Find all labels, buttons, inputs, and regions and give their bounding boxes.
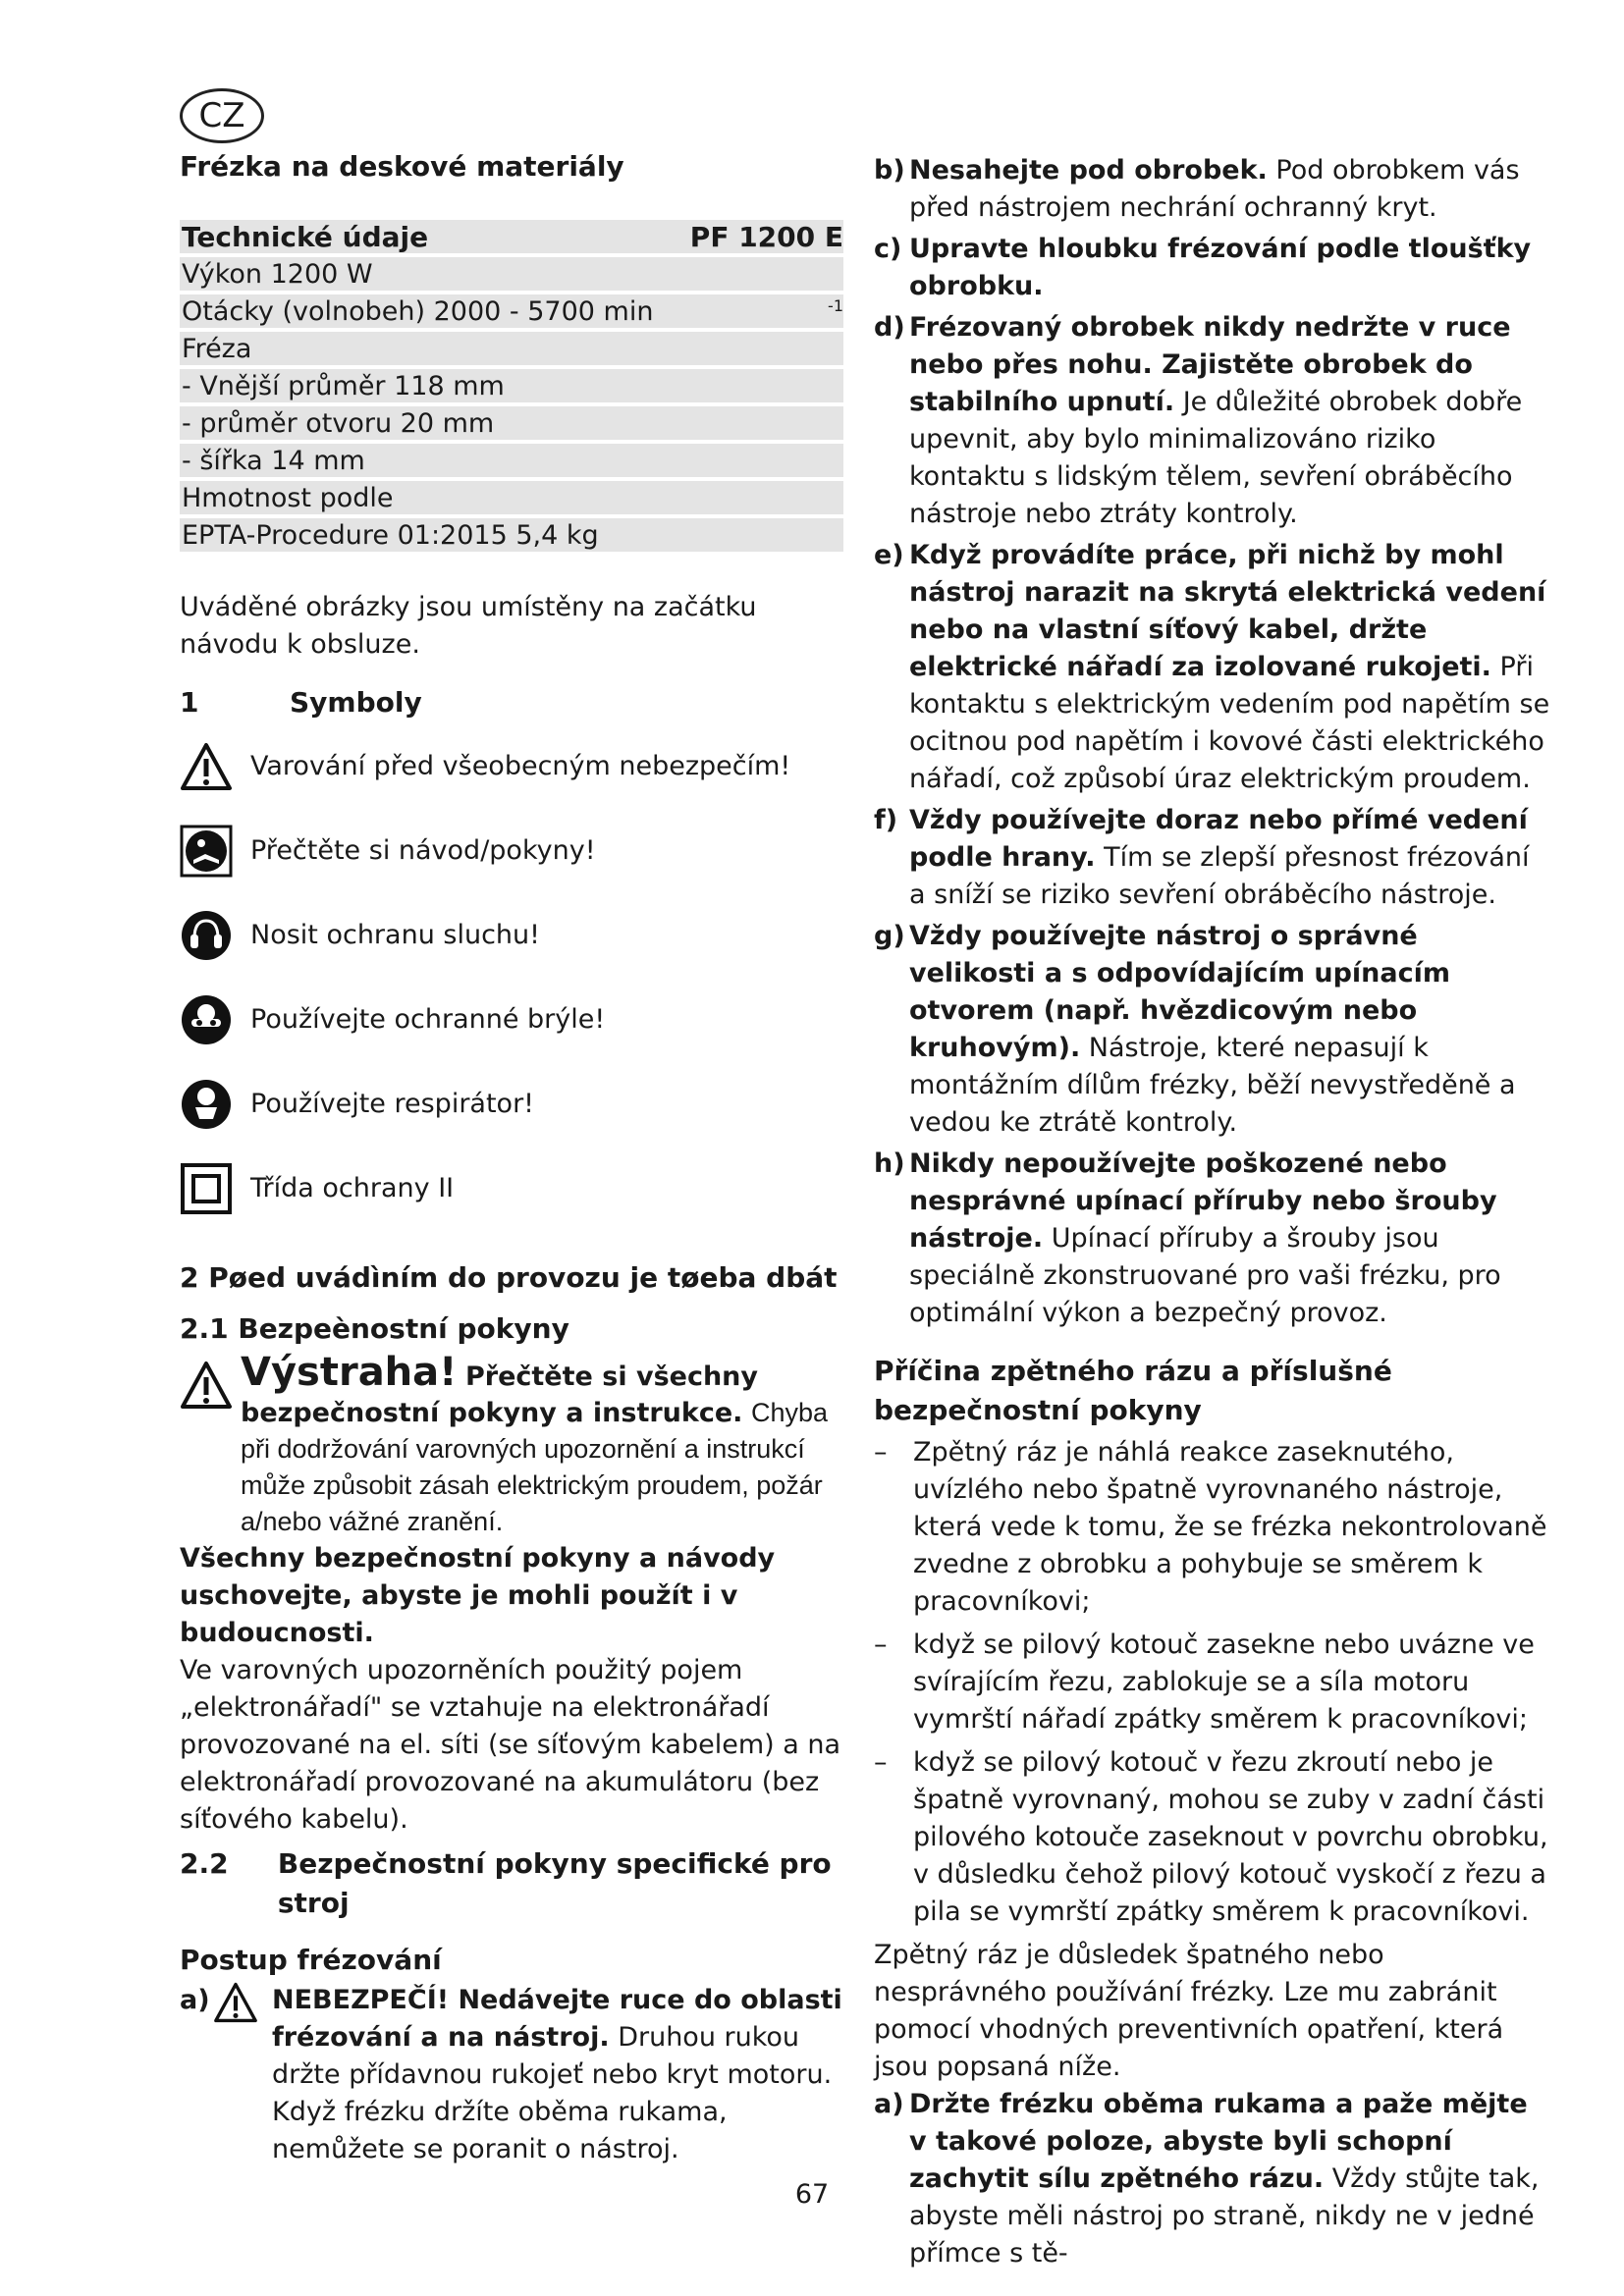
item-label: e) bbox=[874, 540, 904, 570]
item-bold: Vždy používejte nástroj o správné velikosti a s odpovídajícím upínacím otvorem (např. hvězdicovým nebo kruhovým). bbox=[909, 921, 1451, 1063]
spec-text: Výkon 1200 W bbox=[182, 258, 373, 290]
item-bold: Držte frézku oběma rukama a paže mějte v takové poloze, abyste byli schopní zachytit sílu zpětného rázu. bbox=[909, 2089, 1528, 2194]
safety-items bbox=[874, 152, 1551, 1332]
warning-text-block bbox=[241, 1350, 843, 1540]
eye-protection-icon bbox=[180, 993, 233, 1046]
symbol-label: Používejte ochranné brýle! bbox=[250, 1004, 606, 1035]
spec-row bbox=[180, 444, 843, 477]
spec-text: Hmotnost podle bbox=[182, 482, 394, 513]
rpm-superscript: -1 bbox=[828, 296, 843, 315]
item-text: Pod obrobkem vás před nástrojem nechrání ochranný kryt. bbox=[909, 155, 1520, 223]
item-bold: Když provádíte práce, při nichž by mohl nástroj narazit na skrytá elektrická vedení nebo na vlastní síťový kabel, držte elektrické nářadí za izolované rukojeti. bbox=[909, 540, 1546, 682]
danger-text-block bbox=[272, 1982, 843, 2168]
spec-table bbox=[180, 220, 843, 552]
spec-row bbox=[180, 518, 843, 552]
keep-instructions: Všechny bezpečnostní pokyny a návody uschovejte, abyste je mohli použít i v budoucnosti. bbox=[180, 1543, 776, 1648]
section-2-1-heading: 2.1 Bezpeènostní pokyny bbox=[180, 1312, 569, 1345]
respirator-icon bbox=[180, 1078, 233, 1131]
list-item bbox=[874, 1434, 1551, 1621]
warning-text: Chyba při dodržování varovných upozornění a instrukcí může způsobit zásah elektrickým proudem, požár a/nebo vážné zranění. bbox=[241, 1398, 829, 1536]
list-item bbox=[874, 309, 1551, 533]
item-bold: Vždy používejte doraz nebo přímé vedení podle hrany. bbox=[909, 805, 1528, 873]
item-label: h) bbox=[874, 1148, 905, 1179]
spec-header-model: PF 1200 E bbox=[689, 220, 843, 253]
milling-title: Postup frézování bbox=[180, 1944, 442, 1976]
item-label: a) bbox=[874, 2089, 904, 2119]
language-badge: CZ bbox=[180, 88, 264, 143]
kickback-text: Zpětný ráz je důsledek špatného nebo nesprávného používání frézky. Lze mu zabránit pomocí vhodných preventivních opatření, která jsou popsaná níže. bbox=[874, 1940, 1504, 2082]
spec-row bbox=[180, 257, 843, 291]
list-item bbox=[874, 231, 1551, 305]
section-2-2-title: Bezpečnostní pokyny specifické pro stroj bbox=[277, 1847, 832, 1919]
item-text: Upínací příruby a šrouby jsou speciálně zkonstruované pro vaši frézku, pro optimální výkon a bezpečný provoz. bbox=[909, 1223, 1501, 1328]
symbol-label: Třída ochrany II bbox=[250, 1173, 455, 1203]
spec-row bbox=[180, 406, 843, 440]
read-manual-icon bbox=[180, 825, 233, 878]
spec-header-label: Technické údaje bbox=[182, 220, 429, 253]
page-number: 67 bbox=[794, 2179, 830, 2210]
item-label: b) bbox=[874, 155, 905, 186]
section-2-heading: 2 Pøed uvádìním do provozu je tøeba dbát bbox=[180, 1261, 838, 1294]
item-text: Při kontaktu s elektrickým vedením pod napětím se ocitnou pod napětím i kovové části elektrického nářadí, což způsobí úraz elektrickým proudem. bbox=[909, 652, 1550, 794]
product-title: Frézka na deskové materiály bbox=[180, 150, 624, 183]
left-column bbox=[180, 147, 843, 2168]
symbol-row bbox=[180, 893, 843, 978]
warning-triangle-icon bbox=[180, 1361, 241, 1540]
spec-row bbox=[180, 332, 843, 365]
symbols-title: Symboly bbox=[290, 686, 422, 719]
section-2-2-number: 2.2 bbox=[180, 1847, 229, 1880]
spec-text: Otácky (volnobeh) 2000 - 5700 min bbox=[182, 295, 654, 327]
spec-row bbox=[180, 481, 843, 514]
item-bold: Nesahejte pod obrobek. bbox=[909, 155, 1268, 186]
item-text: Je důležité obrobek dobře upevnit, aby bylo minimalizováno riziko kontaktu s lidským tělem, sevření obráběcího nástroje nebo ztráty kontroly. bbox=[909, 387, 1523, 529]
list-item bbox=[874, 152, 1551, 227]
item-label: d) bbox=[874, 312, 905, 343]
warning-triangle-icon bbox=[180, 740, 233, 793]
right-column bbox=[874, 152, 1551, 2272]
item-bold: Upravte hloubku frézování podle tloušťky obrobku. bbox=[909, 234, 1532, 301]
term-definition: Ve varovných upozorněních použitý pojem „elektronářadí" se vztahuje na elektronářadí provozované na el. síti (se síťovým kabelem) a na elektronářadí provozované na akumulátoru (bez síťového kabelu). bbox=[180, 1655, 841, 1835]
list-item bbox=[874, 1627, 1551, 1738]
symbols-heading bbox=[180, 683, 843, 722]
warning-triangle-icon bbox=[213, 1982, 272, 2168]
item-label: a) bbox=[180, 1985, 210, 2015]
images-note: Uváděné obrázky jsou umístěny na začátku návodu k obsluze. bbox=[180, 592, 757, 660]
dash-text: Zpětný ráz je náhlá reakce zaseknutého, uvízlého nebo špatně vyrovnaného nástroje, která vede k tomu, že se frézka nekontrolovaně zvedne z obrobku a pohybuje se směrem k pracovníkovi; bbox=[913, 1437, 1547, 1617]
symbol-label: Nosit ochranu sluchu! bbox=[250, 920, 540, 950]
list-item bbox=[874, 802, 1551, 914]
item-bold: Nikdy nepoužívejte poškozené nebo nesprávné upínací příruby nebo šrouby nástroje. bbox=[909, 1148, 1497, 1254]
dash-marker: – bbox=[874, 1629, 888, 1660]
warning-block bbox=[180, 1350, 843, 1540]
dash-text: když se pilový kotouč zasekne nebo uvázne ve svírajícím řezu, zablokuje se a síla motoru vymrští nářadí zpátky směrem k pracovníkovi; bbox=[913, 1629, 1535, 1735]
protection-class-ii-icon bbox=[180, 1162, 233, 1215]
symbol-label: Přečtěte si návod/pokyny! bbox=[250, 835, 596, 866]
spec-text: EPTA-Procedure 01:2015 5,4 kg bbox=[182, 519, 599, 551]
symbols-list bbox=[180, 724, 843, 1231]
warning-bold: Přečtěte si všechny bezpečnostní pokyny a instrukce. bbox=[241, 1362, 758, 1428]
symbol-row bbox=[180, 1062, 843, 1147]
symbols-number: 1 bbox=[180, 686, 199, 719]
item-bold: Frézovaný obrobek nikdy nedržte v ruce nebo přes nohu. Zajistěte obrobek do stabilního upnutí. bbox=[909, 312, 1511, 417]
list-item bbox=[874, 918, 1551, 1142]
spec-text: Fréza bbox=[182, 333, 252, 364]
item-text: Tím se zlepší přesnost frézování a sníží se riziko sevření obráběcího nástroje. bbox=[909, 842, 1530, 910]
list-item bbox=[874, 1744, 1551, 1931]
item-label: f) bbox=[874, 805, 898, 835]
symbol-row bbox=[180, 978, 843, 1062]
spec-text: - Vnější průměr 118 mm bbox=[182, 370, 505, 401]
dash-text: když se pilový kotouč v řezu zkroutí nebo je špatně vyrovnaný, mohou se zuby v zadní části pilového kotouče zaseknout v povrchu obrobku, v důsledku čehož pilový kotouč vyskočí z řezu a pila se vymrští zpátky směrem k pracovníkovi. bbox=[913, 1747, 1548, 1927]
dash-marker: – bbox=[874, 1437, 888, 1468]
kickback-list bbox=[874, 1434, 1551, 1931]
ear-protection-icon bbox=[180, 909, 233, 962]
section-2-2-heading bbox=[180, 1844, 843, 1923]
symbol-label: Varování před všeobecným nebezpečím! bbox=[250, 751, 791, 781]
list-item bbox=[874, 537, 1551, 798]
danger-bold: NEBEZPEČÍ! Nedávejte ruce do oblasti frézování a na nástroj. bbox=[272, 1985, 842, 2053]
item-label: g) bbox=[874, 921, 905, 951]
symbol-row bbox=[180, 1147, 843, 1231]
symbol-row bbox=[180, 809, 843, 893]
spec-header-row bbox=[180, 220, 843, 253]
item-label: c) bbox=[874, 234, 902, 264]
warning-heading: Výstraha! bbox=[241, 1350, 458, 1395]
spec-text: - průměr otvoru 20 mm bbox=[182, 407, 495, 439]
spec-row bbox=[180, 294, 843, 328]
danger-text: Druhou rukou držte přídavnou rukojeť nebo kryt motoru. Když frézku držíte oběma rukama, nemůžete se poranit o nástroj. bbox=[272, 2022, 833, 2164]
dash-marker: – bbox=[874, 1747, 888, 1778]
danger-item bbox=[180, 1982, 843, 2168]
item-text: Vždy stůjte tak, abyste měli nástroj po straně, nikdy ne v jedné přímce s tě- bbox=[909, 2163, 1540, 2269]
spec-row bbox=[180, 369, 843, 402]
symbol-row bbox=[180, 724, 843, 809]
list-item bbox=[874, 1146, 1551, 1332]
item-text: Nástroje, které nepasují k montážním dílům frézky, běží nevystředěně a vedou ke ztrátě kontroly. bbox=[909, 1033, 1516, 1138]
symbol-label: Používejte respirátor! bbox=[250, 1089, 534, 1119]
kickback-title: Příčina zpětného rázu a příslušné bezpečnostní pokyny bbox=[874, 1355, 1392, 1426]
spec-text: - šířka 14 mm bbox=[182, 445, 365, 476]
